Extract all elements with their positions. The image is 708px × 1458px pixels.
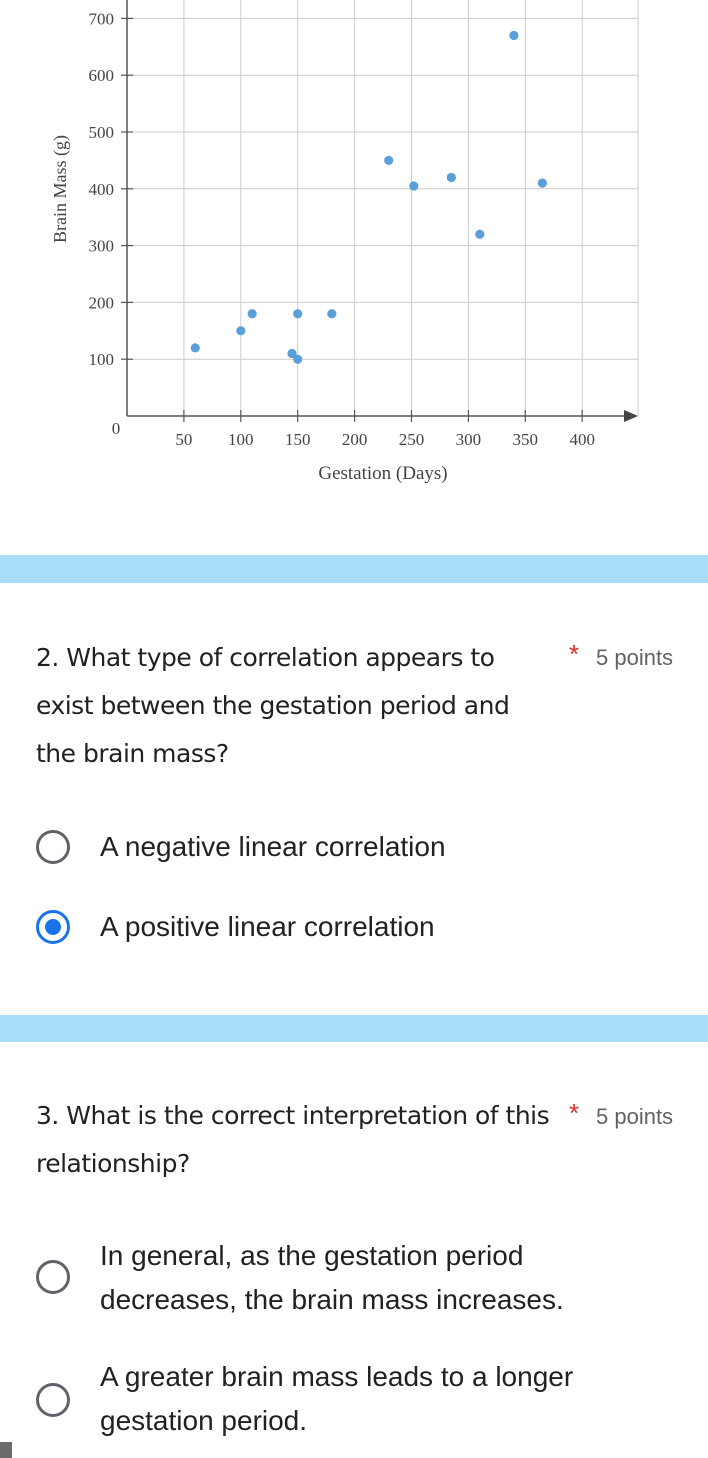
scatter-chart bbox=[0, 0, 708, 555]
x-tick-label: 400 bbox=[569, 430, 595, 449]
data-point bbox=[384, 156, 393, 165]
option-greater-brain-mass[interactable] bbox=[36, 1355, 676, 1443]
y-tick-label: 600 bbox=[88, 66, 114, 86]
x-axis-title: Gestation (Days) bbox=[318, 463, 448, 484]
radio-button-unchecked[interactable] bbox=[36, 1260, 70, 1294]
y-axis-title: Brain Mass (g) bbox=[50, 135, 70, 243]
y-tick-label: 500 bbox=[88, 123, 114, 142]
x-tick-label: 300 bbox=[455, 430, 482, 449]
x-axis-arrow bbox=[624, 410, 638, 422]
x-tick-label: 250 bbox=[398, 430, 425, 449]
x-tick-label: 350 bbox=[512, 430, 539, 449]
data-point bbox=[409, 181, 418, 190]
data-point bbox=[447, 173, 456, 182]
option-negative-linear[interactable] bbox=[36, 825, 676, 869]
scatter-chart-image bbox=[0, 0, 708, 555]
y-tick-label: 100 bbox=[88, 350, 114, 370]
option-positive-linear[interactable] bbox=[36, 905, 676, 949]
data-point bbox=[248, 309, 257, 318]
y-tick-label: 700 bbox=[88, 9, 114, 29]
y-tick-label: 200 bbox=[88, 293, 114, 313]
scrollbar-handle bbox=[0, 1442, 12, 1458]
x-tick-label: 50 bbox=[175, 430, 193, 449]
section-divider bbox=[0, 1015, 708, 1042]
origin-label: 0 bbox=[111, 419, 121, 438]
question-title: 3. What is the correct interpretation of this relationship? bbox=[36, 1101, 550, 1178]
question-title: 2. What type of correlation appears to exist between the gestation period and the brain mass? bbox=[36, 643, 510, 768]
option-label: In general, as the gestation period decreases, the brain mass increases. bbox=[100, 1240, 564, 1315]
option-label: A negative linear correlation bbox=[100, 831, 446, 862]
points-label: 5 points bbox=[596, 1104, 674, 1129]
data-point bbox=[236, 326, 245, 335]
data-point bbox=[538, 179, 547, 188]
question-card-2 bbox=[0, 583, 708, 1015]
data-point bbox=[293, 309, 302, 318]
radio-button-unchecked[interactable] bbox=[36, 830, 70, 864]
required-asterisk: * bbox=[569, 639, 580, 669]
x-tick-label: 100 bbox=[228, 430, 254, 449]
option-label: A greater brain mass leads to a longer gestation period. bbox=[100, 1361, 574, 1436]
required-asterisk: * bbox=[569, 1098, 580, 1128]
radio-button-checked[interactable] bbox=[36, 910, 70, 944]
question-card-3 bbox=[0, 1042, 708, 1458]
points-label: 5 points bbox=[596, 645, 674, 670]
data-point bbox=[293, 355, 302, 364]
x-tick-label: 150 bbox=[284, 430, 311, 449]
data-point bbox=[509, 31, 518, 40]
section-divider bbox=[0, 555, 708, 583]
data-point bbox=[327, 309, 336, 318]
radio-button-unchecked[interactable] bbox=[36, 1383, 70, 1417]
data-point bbox=[191, 343, 200, 352]
data-point bbox=[475, 230, 484, 239]
option-label: A positive linear correlation bbox=[100, 911, 435, 942]
y-tick-label: 400 bbox=[88, 179, 114, 199]
y-tick-label: 300 bbox=[88, 236, 114, 256]
x-tick-label: 200 bbox=[341, 430, 368, 449]
option-gestation-decreases[interactable] bbox=[36, 1234, 676, 1322]
